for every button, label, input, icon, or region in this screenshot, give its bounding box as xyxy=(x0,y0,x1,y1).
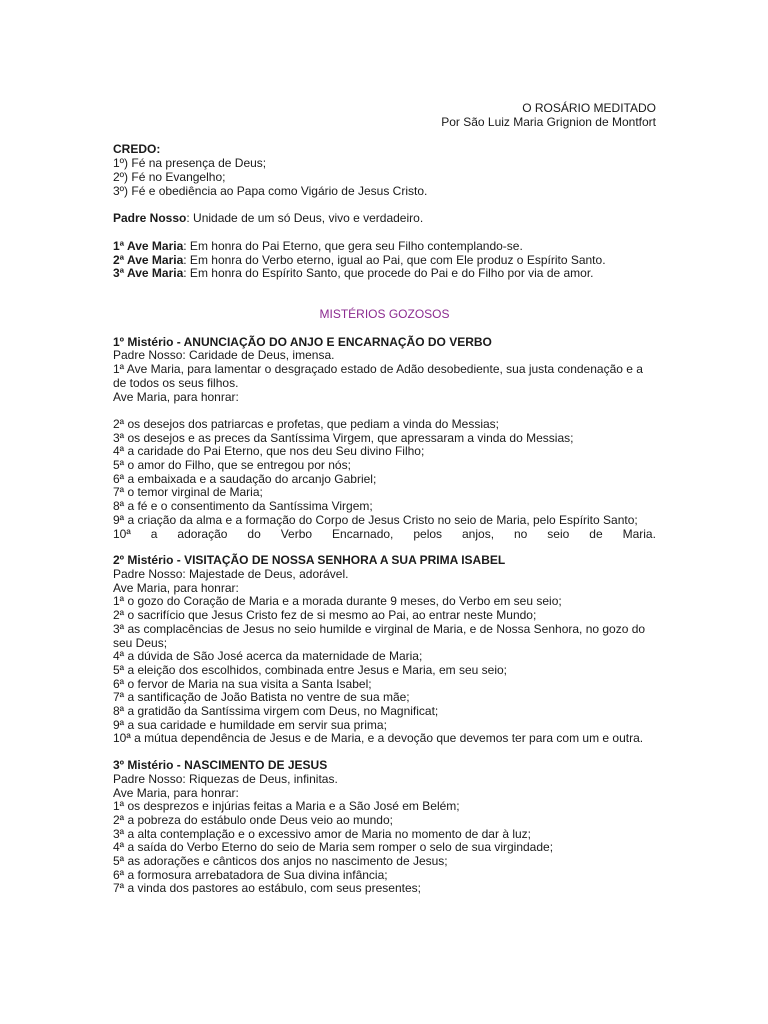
word: de xyxy=(589,526,603,541)
mystery-line: Ave Maria, para honrar: xyxy=(113,580,239,595)
word: adoração xyxy=(177,526,228,541)
word: Maria. xyxy=(622,526,656,541)
ave-maria-line xyxy=(113,267,656,281)
mystery-line: Ave Maria, para honrar: xyxy=(113,389,239,404)
mystery-line: 6ª a embaixada e a saudação do arcanjo Gabriel; xyxy=(113,471,377,486)
mystery-line: 2ª os desejos dos patriarcas e profetas, que pediam a vinda do Messias; xyxy=(113,416,499,431)
ave-maria-text: : Em honra do Verbo eterno, igual ao Pai, que com Ele produz o Espírito Santo. xyxy=(183,252,606,267)
mystery-line: 7ª a santificação de João Batista no ventre de sua mãe; xyxy=(113,690,410,705)
mystery-line: 3ª os desejos e as preces da Santíssima Virgem, que apressaram a vinda do Messias; xyxy=(113,430,574,445)
ave-maria-label: 2ª Ave Maria xyxy=(113,252,184,267)
mystery-line: Padre Nosso: Caridade de Deus, imensa. xyxy=(113,348,335,363)
mystery-title: ANUNCIAÇÃO DO ANJO E ENCARNAÇÃO DO VERBO xyxy=(183,334,492,349)
word: 10ª xyxy=(113,526,131,541)
document-page xyxy=(113,102,656,896)
mystery-line: seu Deus; xyxy=(113,635,168,650)
mystery-line: 9ª a criação da alma e a formação do Corpo de Jesus Cristo no seio de Maria, pelo Espírito Santo; xyxy=(113,512,638,527)
mystery-label: 2º Mistério - xyxy=(113,553,185,568)
mystery-line: 5ª as adorações e cânticos dos anjos no nascimento de Jesus; xyxy=(113,854,448,869)
mystery-line: 4ª a dúvida de São José acerca da maternidade de Maria; xyxy=(113,649,423,664)
mystery-line: Ave Maria, para honrar: xyxy=(113,785,239,800)
credo-item: 1º) Fé na presença de Deus; xyxy=(113,156,267,171)
mystery-line: 10ª a mútua dependência de Jesus e de Maria, e a devoção que devemos ter para com um e outra. xyxy=(113,731,644,746)
ave-maria-line xyxy=(113,254,656,268)
ave-maria-label: 3ª Ave Maria xyxy=(113,266,184,281)
padre-nosso-text: : Unidade de um só Deus, vivo e verdadeiro. xyxy=(186,211,424,226)
mystery-line: 3ª a alta contemplação e o excessivo amor de Maria no momento de dar à luz; xyxy=(113,826,531,841)
ave-maria-label: 1ª Ave Maria xyxy=(113,238,184,253)
mystery-line: 4ª a saída do Verbo Eterno do seio de Maria sem romper o selo de sua virgindade; xyxy=(113,840,554,855)
ave-maria-line xyxy=(113,240,656,254)
mystery-line: 3ª as complacências de Jesus no seio humilde e virginal de Maria, e de Nossa Senhora, no gozo do xyxy=(113,621,646,636)
mystery-heading xyxy=(113,554,656,568)
word: no xyxy=(513,526,528,541)
mystery-line: 7ª a vinda dos pastores ao estábulo, com seus presentes; xyxy=(113,881,421,896)
credo-heading: CREDO: xyxy=(113,142,161,157)
word: pelos xyxy=(413,526,443,541)
document-author: Por São Luiz Maria Grignion de Montfort xyxy=(441,114,656,129)
mystery-line: 1ª os desprezos e injúrias feitas a Maria e a São José em Belém; xyxy=(113,799,460,814)
mystery-line: 7ª o temor virginal de Maria; xyxy=(113,485,263,500)
padre-nosso-label: Padre Nosso xyxy=(113,211,187,226)
mystery-heading xyxy=(113,336,656,350)
credo-item: 3º) Fé e obediência ao Papa como Vigário de Jesus Cristo. xyxy=(113,183,428,198)
word: anjos, xyxy=(462,526,495,541)
mystery-line: 2ª o sacrifício que Jesus Cristo fez de si mesmo ao Pai, ao entrar neste Mundo; xyxy=(113,608,537,623)
mystery-title: NASCIMENTO DE JESUS xyxy=(184,758,328,773)
mystery-line xyxy=(113,404,656,418)
mystery-line: 2ª a pobreza do estábulo onde Deus veio ao mundo; xyxy=(113,812,393,827)
section-title: MISTÉRIOS GOZOSOS xyxy=(319,307,450,322)
mystery-line: 1ª o gozo do Coração de Maria e a morada durante 9 meses, do Verbo em seu seio; xyxy=(113,594,562,609)
mystery-heading xyxy=(113,759,656,773)
ave-maria-text: : Em honra do Espírito Santo, que procede do Pai e do Filho por via de amor. xyxy=(183,266,594,281)
mystery-line: 4ª a caridade do Pai Eterno, que nos deu Seu divino Filho; xyxy=(113,444,425,459)
mystery-label: 3º Mistério - xyxy=(113,758,185,773)
mystery-line: 8ª a fé e o consentimento da Santíssima Virgem; xyxy=(113,499,373,514)
mystery-line: 8ª a gratidão da Santíssima virgem com Deus, no Magnificat; xyxy=(113,704,439,719)
credo-item: 2º) Fé no Evangelho; xyxy=(113,169,226,184)
mystery-line: 5ª o amor do Filho, que se entregou por nós; xyxy=(113,458,351,473)
mystery-title: VISITAÇÃO DE NOSSA SENHORA A SUA PRIMA ISABEL xyxy=(184,553,506,568)
mystery-line: Padre Nosso: Riquezas de Deus, infinitas. xyxy=(113,771,338,786)
word: seio xyxy=(547,526,570,541)
word: Verbo xyxy=(280,526,313,541)
word: a xyxy=(150,526,158,541)
mystery-line: 5ª a eleição dos escolhidos, combinada entre Jesus e Maria, em seu seio; xyxy=(113,662,507,677)
padre-nosso-line xyxy=(113,212,656,226)
mystery-line: de todos os seus filhos. xyxy=(113,375,239,390)
word: Encarnado, xyxy=(332,526,394,541)
mystery-line: 6ª o fervor de Maria na sua visita a Santa Isabel; xyxy=(113,676,372,691)
mystery-line: 9ª a sua caridade e humildade em servir sua prima; xyxy=(113,717,387,732)
mystery-line: 6ª a formosura arrebatadora de Sua divina infância; xyxy=(113,867,388,882)
mystery-justified-line xyxy=(113,528,656,542)
mystery-label: 1º Mistério - xyxy=(113,334,184,349)
ave-maria-text: : Em honra do Pai Eterno, que gera seu Filho contemplando-se. xyxy=(183,238,523,253)
mystery-line: Padre Nosso: Majestade de Deus, adorável. xyxy=(113,566,349,581)
document-title: O ROSÁRIO MEDITADO xyxy=(522,101,656,115)
mystery-line: 1ª Ave Maria, para lamentar o desgraçado estado de Adão desobediente, sua justa condenação e a xyxy=(113,362,643,377)
word: do xyxy=(247,526,261,541)
